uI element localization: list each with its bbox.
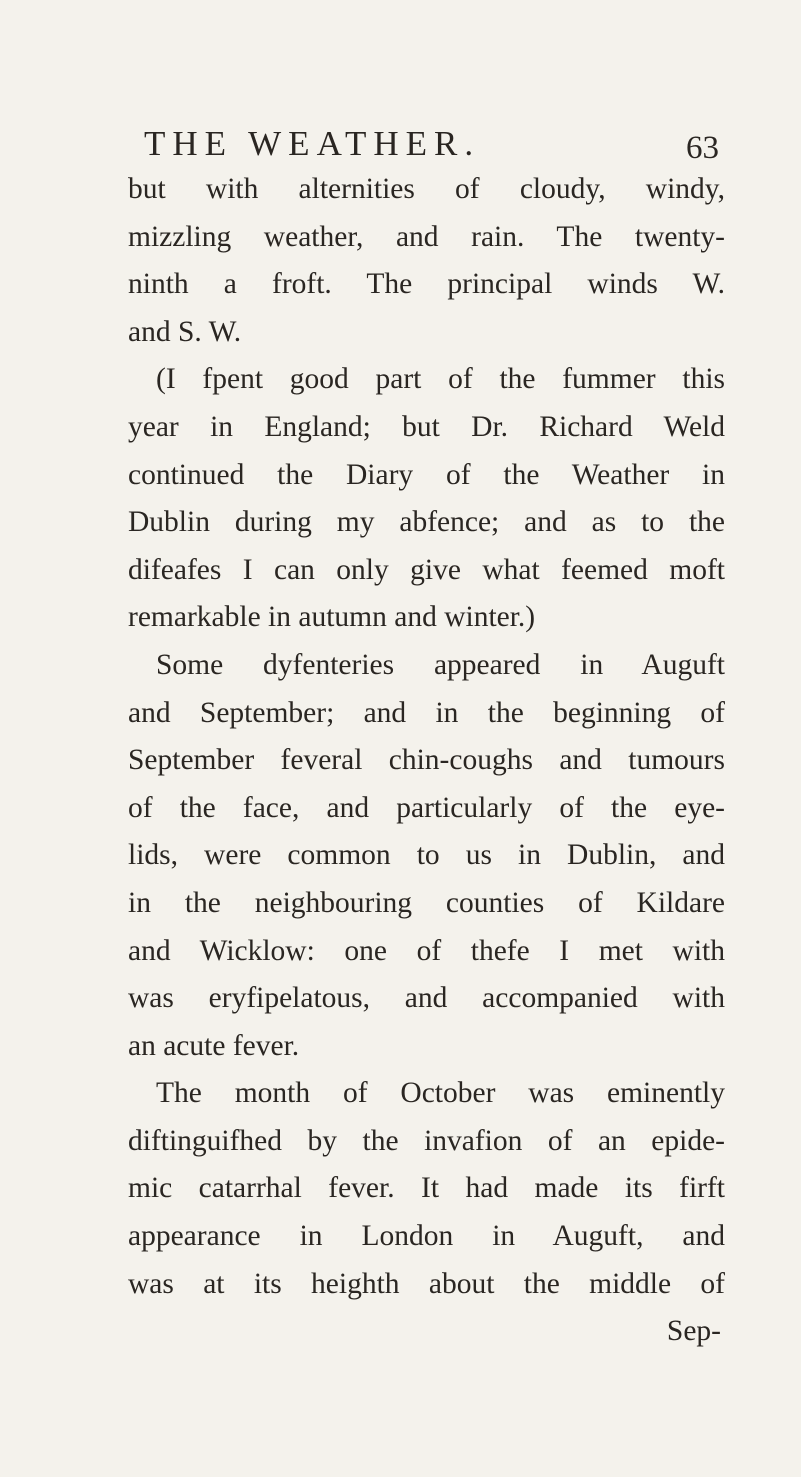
text-line: continued the Diary of the Weather in xyxy=(128,458,725,491)
text-line: appearance in London in Auguft, and xyxy=(128,1220,725,1253)
running-title: THE WEATHER. xyxy=(144,124,481,163)
text-line: and S. W. xyxy=(128,315,242,348)
text-line: of the face, and particularly of the eye- xyxy=(128,791,725,824)
text-line: remarkable in autumn and winter.) xyxy=(128,601,536,634)
text-line: was eryfipelatous, and accompanied with xyxy=(128,982,725,1015)
page-number: 63 xyxy=(686,130,719,166)
text-line: but with alternities of cloudy, windy, xyxy=(128,173,725,205)
text-line: in the neighbouring counties of Kildare xyxy=(128,886,725,919)
text-line: September feveral chin-coughs and tumours xyxy=(128,744,725,777)
text-line: Dublin during my abfence; and as to the xyxy=(128,506,725,539)
catchword: Sep- xyxy=(666,1315,721,1348)
text-line: lids, were common to us in Dublin, and xyxy=(128,839,725,872)
text-line: (I fpent good part of the fummer this xyxy=(156,363,725,396)
text-line: an acute fever. xyxy=(128,1029,300,1062)
text-line: was at its heighth about the middle of xyxy=(128,1267,725,1300)
text-line: ninth a froft. The principal winds W. xyxy=(128,268,725,301)
text-line: diftinguifhed by the invafion of an epide- xyxy=(128,1124,725,1157)
text-line: The month of October was eminently xyxy=(156,1077,725,1110)
text-line: Some dyfenteries appeared in Auguft xyxy=(156,648,725,681)
text-line: year in England; but Dr. Richard Weld xyxy=(128,410,725,443)
text-line: and Wicklow: one of thefe I met with xyxy=(128,934,725,967)
text-line: and September; and in the beginning of xyxy=(128,696,725,729)
running-head xyxy=(144,118,719,170)
text-line: difeafes I can only give what feemed moft xyxy=(128,553,725,586)
text-line: mic catarrhal fever. It had made its firft xyxy=(128,1172,725,1205)
text-line: mizzling weather, and rain. The twenty- xyxy=(128,220,725,253)
body-text xyxy=(128,166,725,1356)
